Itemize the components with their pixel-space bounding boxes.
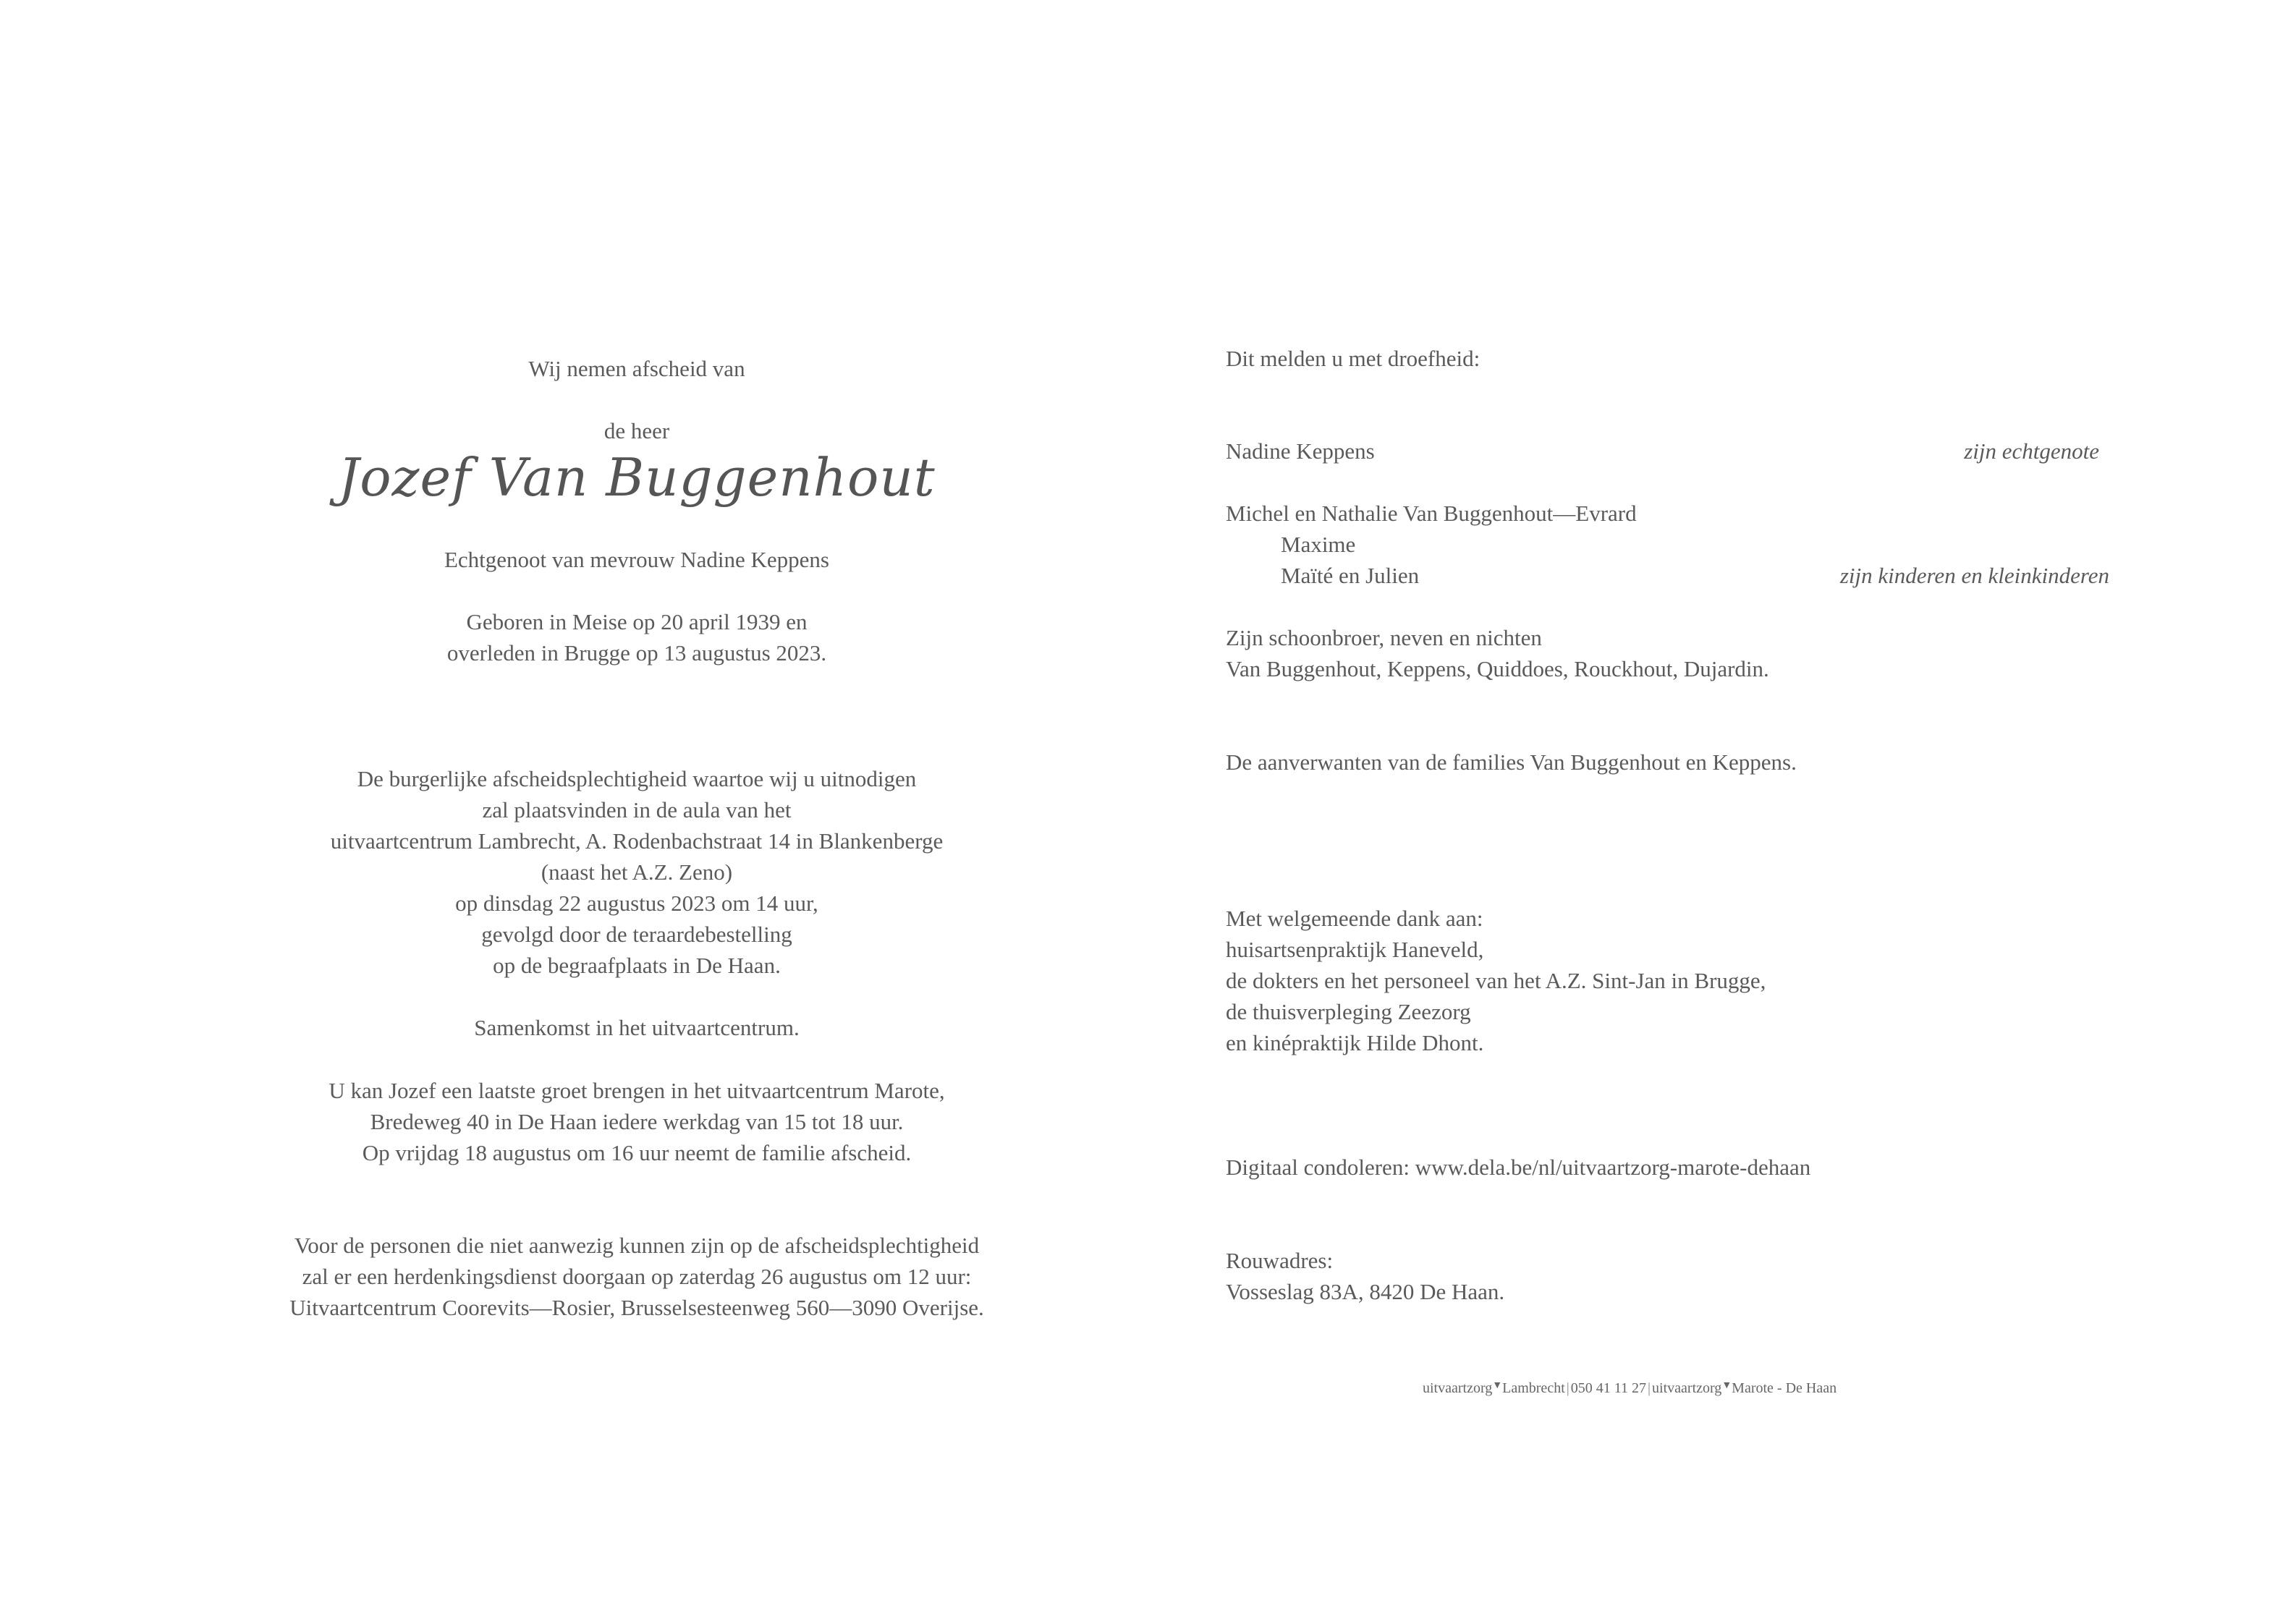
funeral-home-name: Lambrecht <box>1502 1380 1565 1396</box>
address-text: Vosseslag 83A, 8420 De Haan. <box>1226 1279 1505 1304</box>
condolence-link[interactable]: Digitaal condoleren: www.dela.be/nl/uitvaartzorg-marote-dehaan <box>1226 1155 1811 1180</box>
thanks-line: huisartsenpraktijk Haneveld, <box>1226 937 1484 962</box>
ceremony-line: op de begraafplaats in De Haan. <box>493 953 781 978</box>
ceremony-line: De burgerlijke afscheidsplechtigheid waartoe wij u uitnodigen <box>357 766 917 791</box>
title-text: de heer <box>603 418 670 443</box>
relatives-text: Zijn schoonbroer, neven en nichten <box>1226 625 1542 650</box>
triangle-icon: ▼ <box>1492 1380 1503 1391</box>
ceremony-line: zal plaatsvinden in de aula van het <box>482 797 792 822</box>
ceremony-line: uitvaartcentrum Lambrecht, A. Rodenbachstraat 14 in Blankenberge <box>330 828 944 854</box>
grandchild-text: Maïté en Julien <box>1281 563 1420 588</box>
funeral-home-name: Marote - De Haan <box>1732 1380 1837 1396</box>
thanks-line: de thuisverpleging Zeezorg <box>1226 999 1471 1024</box>
born-text: Geboren in Meise op 20 april 1939 en <box>466 609 808 634</box>
spouse-name: Nadine Keppens <box>1226 438 1375 464</box>
deceased-name: Jozef Van Buggenhout <box>338 447 936 508</box>
families-text: De aanverwanten van de families Van Buggenhout en Keppens. <box>1226 749 1797 775</box>
children-text: Michel en Nathalie Van Buggenhout—Evrard <box>1226 501 1637 526</box>
visit-line: Bredeweg 40 in De Haan iedere werkdag van 15 tot 18 uur. <box>370 1109 904 1134</box>
memorial-line: Uitvaartcentrum Coorevits—Rosier, Brusselsesteenweg 560—3090 Overijse. <box>289 1295 984 1320</box>
visit-line: Op vrijdag 18 augustus om 16 uur neemt de familie afscheid. <box>362 1140 912 1165</box>
separator: | <box>1566 1380 1570 1396</box>
spouse-text: Echtgenoot van mevrouw Nadine Keppens <box>444 547 829 572</box>
thanks-line: en kinépraktijk Hilde Dhont. <box>1226 1030 1484 1055</box>
spouse-relation: zijn echtgenote <box>1964 438 2099 464</box>
visit-line: U kan Jozef een laatste groet brengen in het uitvaartcentrum Marote, <box>329 1078 945 1103</box>
announce-text: Dit melden u met droefheid: <box>1226 346 1480 371</box>
memorial-line: Voor de personen die niet aanwezig kunnen zijn op de afscheidsplechtigheid <box>294 1233 980 1258</box>
ceremony-line: (naast het A.Z. Zeno) <box>541 859 733 885</box>
ceremony-line: gevolgd door de teraardebestelling <box>481 922 792 947</box>
gathering-text: Samenkomst in het uitvaartcentrum. <box>474 1015 800 1040</box>
brand-text: uitvaartzorg <box>1423 1380 1493 1396</box>
children-relation: zijn kinderen en kleinkinderen <box>1839 563 2109 588</box>
grandchild-text: Maxime <box>1281 532 1356 557</box>
thanks-line: de dokters en het personeel van het A.Z. Sint-Jan in Brugge, <box>1226 968 1766 993</box>
intro-text: Wij nemen afscheid van <box>528 356 745 381</box>
thanks-line: Met welgemeende dank aan: <box>1226 906 1483 931</box>
died-text: overleden in Brugge op 13 augustus 2023. <box>446 640 827 666</box>
funeral-home-footer <box>1423 1380 1837 1397</box>
memorial-line: zal er een herdenkingsdienst doorgaan op zaterdag 26 augustus om 12 uur: <box>302 1264 972 1289</box>
separator: | <box>1648 1380 1651 1396</box>
relatives-names: Van Buggenhout, Keppens, Quiddoes, Rouckhout, Dujardin. <box>1226 656 1769 681</box>
address-label: Rouwadres: <box>1226 1248 1334 1273</box>
ceremony-line: op dinsdag 22 augustus 2023 om 14 uur, <box>455 890 818 916</box>
brand-text: uitvaartzorg <box>1652 1380 1722 1396</box>
phone-number: 050 41 11 27 <box>1570 1380 1647 1396</box>
triangle-icon: ▼ <box>1721 1380 1732 1391</box>
